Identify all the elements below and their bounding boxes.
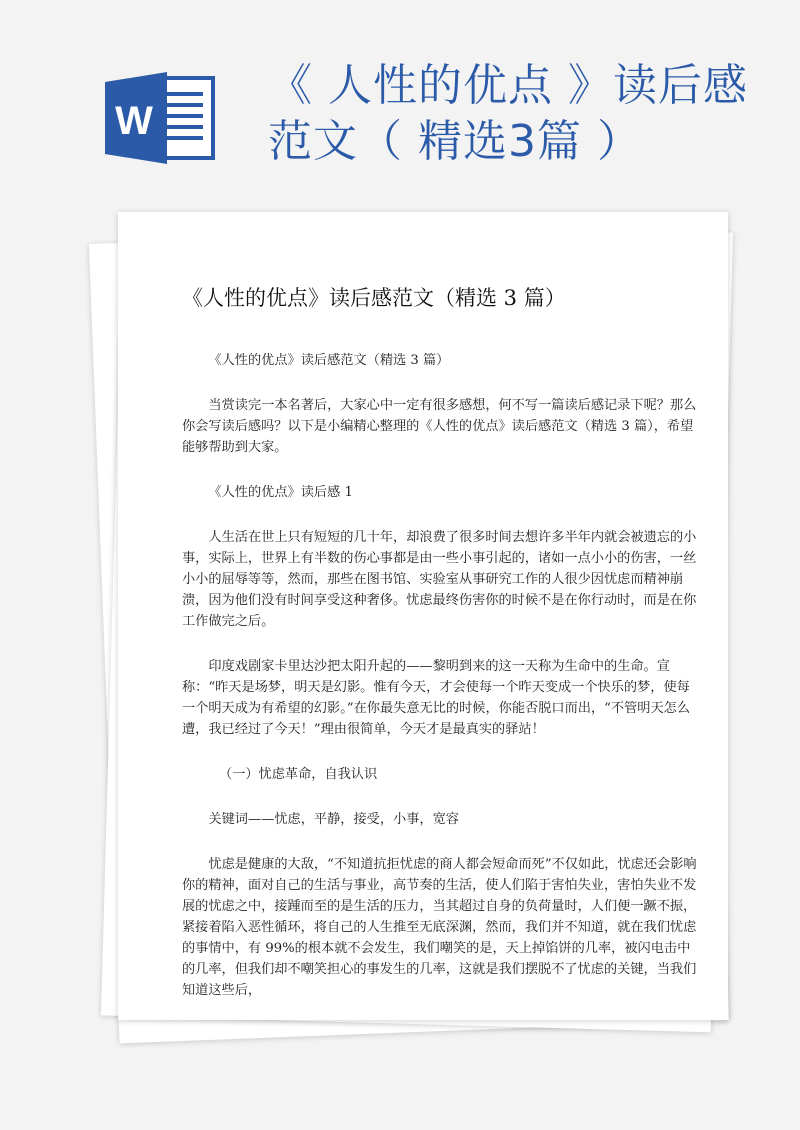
document-page xyxy=(118,212,728,1020)
paragraph: 印度戏剧家卡里达沙把太阳升起的——黎明到来的这一天称为生命中的生命。宣称：“昨天是场梦，明天是幻影。惟有今天，才会使每一个昨天变成一个快乐的梦，使每一个明天成为有希望的幻影。”在你最失意无比的时候，你能否脱口而出，“不管明天怎么遭，我已经过了今天！”理由很简单，今天才是最真实的驿站！ xyxy=(182,659,691,737)
header xyxy=(0,0,800,200)
word-icon-letter: W xyxy=(115,99,153,143)
paragraph: 人生活在世上只有短短的几十年，却浪费了很多时间去想许多半年内就会被遗忘的小事，实际上，世界上有半数的伤心事都是由一些小事引起的，诸如一点小小的伤害，一丝小小的屈辱等等，然而，那些在图书馆、实验室从事研究工作的人很少因忧虑而精神崩溃，因为他们没有时间享受这种奢侈。忧虑最终伤害你的时候不是在你行动时，而是在你工作做完之后。 xyxy=(182,530,697,629)
document-body xyxy=(182,350,702,1020)
section-heading-1: 《人性的优点》读后感 1 xyxy=(208,485,353,500)
header-title-line2: 范文（ 精选3篇 ） xyxy=(268,116,642,167)
header-title xyxy=(268,58,788,170)
header-title-line1: 《 人性的优点 》读后感 xyxy=(268,60,748,111)
paragraph-intro: 当赏读完一本名著后，大家心中一定有很多感想，何不写一篇读后感记录下呢？那么你会写读后感吗？以下是小编精心整理的《人性的优点》读后感范文（精选 3 篇），希望能够帮助到大家。 xyxy=(182,398,697,455)
keywords-line: 关键词——忧虑，平静，接受，小事，宽容 xyxy=(208,812,459,827)
paragraph: 忧虑是健康的大敌，“不知道抗拒忧虑的商人都会短命而死”不仅如此，忧虑还会影响你的精神，面对自己的生活与事业，高节奏的生活，使人们陷于害怕失业，害怕失业不发展的忧虑之中，接踵而至的是生活的压力，当其超过自身的负荷量时，人们便一蹶不振，紧接着陷入恶性循环，将自己的人生推至无底深渊，然而，我们并不知道，就在我们忧虑的事情中，有 99%的根本就不会发生，我们嘲笑的是，天上掉馅饼的几率，被闪电击中的几率，但我们却不嘲笑担心的事发生的几率，这就是我们摆脱不了忧虑的关键，当我们知道这些后， xyxy=(182,857,697,998)
word-icon xyxy=(105,72,217,164)
paragraph-subtitle: 《人性的优点》读后感范文（精选 3 篇） xyxy=(208,353,450,368)
section-subheading: （一）忧虑革命，自我认识 xyxy=(218,767,378,782)
document-title: 《人性的优点》读后感范文（精选 3 篇） xyxy=(182,286,566,310)
